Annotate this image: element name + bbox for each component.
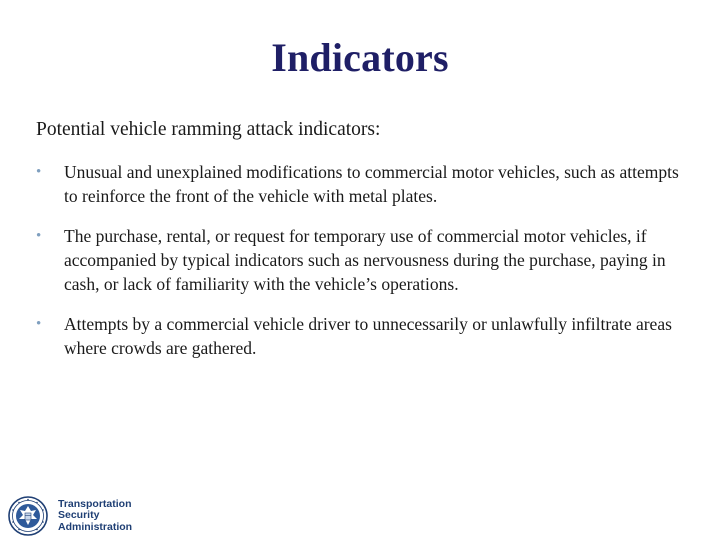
- bullet-item: [36, 224, 686, 296]
- bullet-text: The purchase, rental, or request for temporary use of commercial motor vehicles, if accompanied by typical indicators such as nervousness during the purchase, paying in cash, or lack of familiarity with the vehicle’s operations.: [64, 226, 666, 294]
- intro-text: Potential vehicle ramming attack indicators:: [36, 119, 381, 140]
- bullet-item: [36, 160, 686, 208]
- bullet-icon: •: [36, 316, 42, 332]
- logo-line: Administration: [58, 520, 133, 533]
- bullet-text: Unusual and unexplained modifications to commercial motor vehicles, such as attempts to reinforce the front of the vehicle with metal plates.: [64, 162, 679, 206]
- bullet-list: [36, 160, 686, 376]
- logo-line: Security: [58, 509, 100, 522]
- dhs-seal-icon: [8, 496, 48, 536]
- bullet-icon: •: [36, 164, 42, 180]
- tsa-logo: [8, 494, 132, 538]
- slide-title: Indicators: [271, 35, 449, 80]
- bullet-icon: •: [36, 228, 42, 244]
- logo-line: Transportation: [58, 497, 132, 510]
- bullet-text: Attempts by a commercial vehicle driver to unnecessarily or unlawfully infiltrate areas where crowds are gathered.: [64, 314, 672, 358]
- logo-text: [58, 499, 132, 534]
- bullet-item: [36, 312, 686, 360]
